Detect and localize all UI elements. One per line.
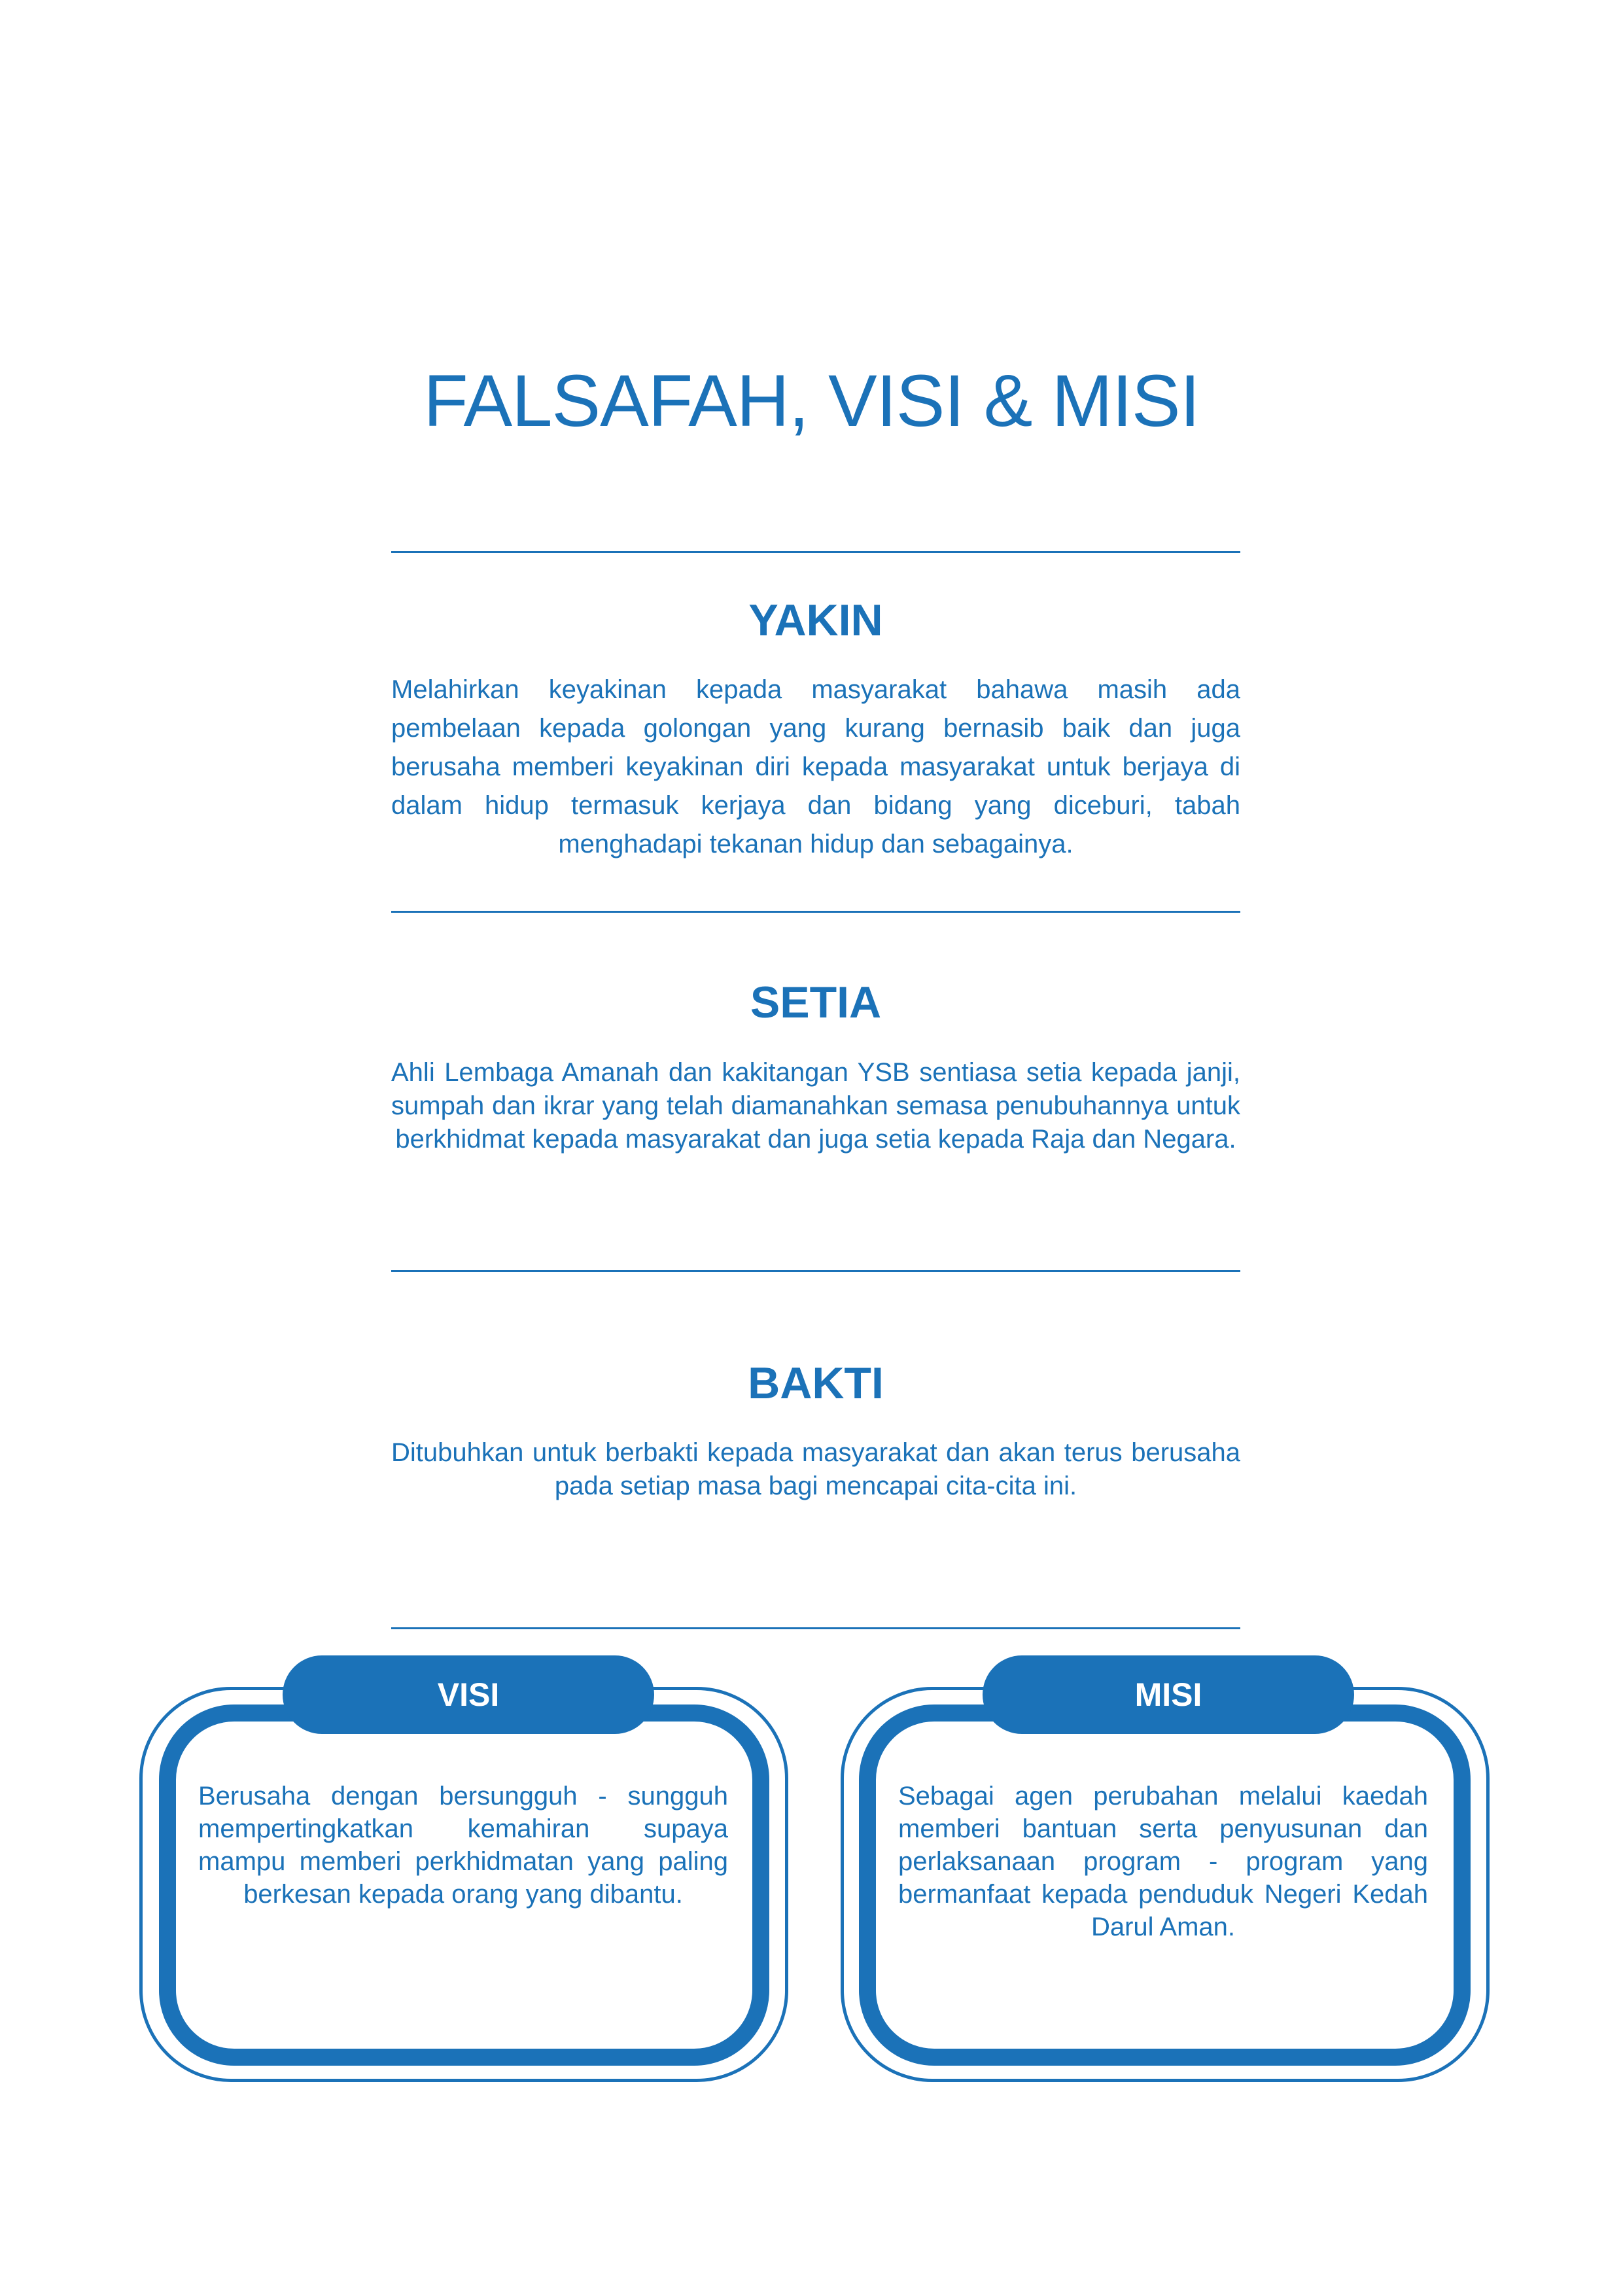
misi-text: Sebagai agen perubahan melalui kaedah memberi bantuan serta penyusunan dan perlaksanaan program - program yang bermanfaat kepada penduduk Negeri Kedah Darul Aman. — [898, 1782, 1428, 1941]
section-text-bakti: Ditubuhkan untuk berbakti kepada masyarakat dan akan terus berusaha pada setiap masa bagi mencapai cita-cita ini. — [391, 1438, 1240, 1500]
divider — [391, 911, 1240, 913]
section-text-yakin: Melahirkan keyakinan kepada masyarakat bahawa masih ada pembelaan kepada golongan yang kurang bernasib baik dan juga berusaha memberi keyakinan diri kepada masyarakat untuk berjaya di dalam hidup termasuk kerjaya dan bidang yang diceburi, tabah menghadapi tekanan hidup dan sebagainya. — [391, 675, 1240, 858]
section-heading-setia: SETIA — [750, 978, 882, 1027]
divider — [391, 1270, 1240, 1272]
section-heading-yakin: YAKIN — [748, 595, 883, 645]
page-title: FALSAFAH, VISI & MISI — [423, 360, 1200, 442]
section-text-setia: Ahli Lembaga Amanah dan kakitangan YSB sentiasa setia kepada janji, sumpah dan ikrar yang telah diamanahkan semasa penubuhannya untuk berkhidmat kepada masyarakat dan juga setia kepada Raja dan Negara. — [391, 1058, 1240, 1154]
divider — [391, 551, 1240, 553]
visi-label: VISI — [283, 1655, 654, 1734]
section-heading-bakti: BAKTI — [748, 1358, 884, 1408]
misi-label: MISI — [983, 1655, 1354, 1734]
visi-text: Berusaha dengan bersungguh - sungguh mempertingkatkan kemahiran supaya mampu memberi perkhidmatan yang paling berkesan kepada orang yang dibantu. — [198, 1782, 728, 1909]
divider — [391, 1627, 1240, 1629]
